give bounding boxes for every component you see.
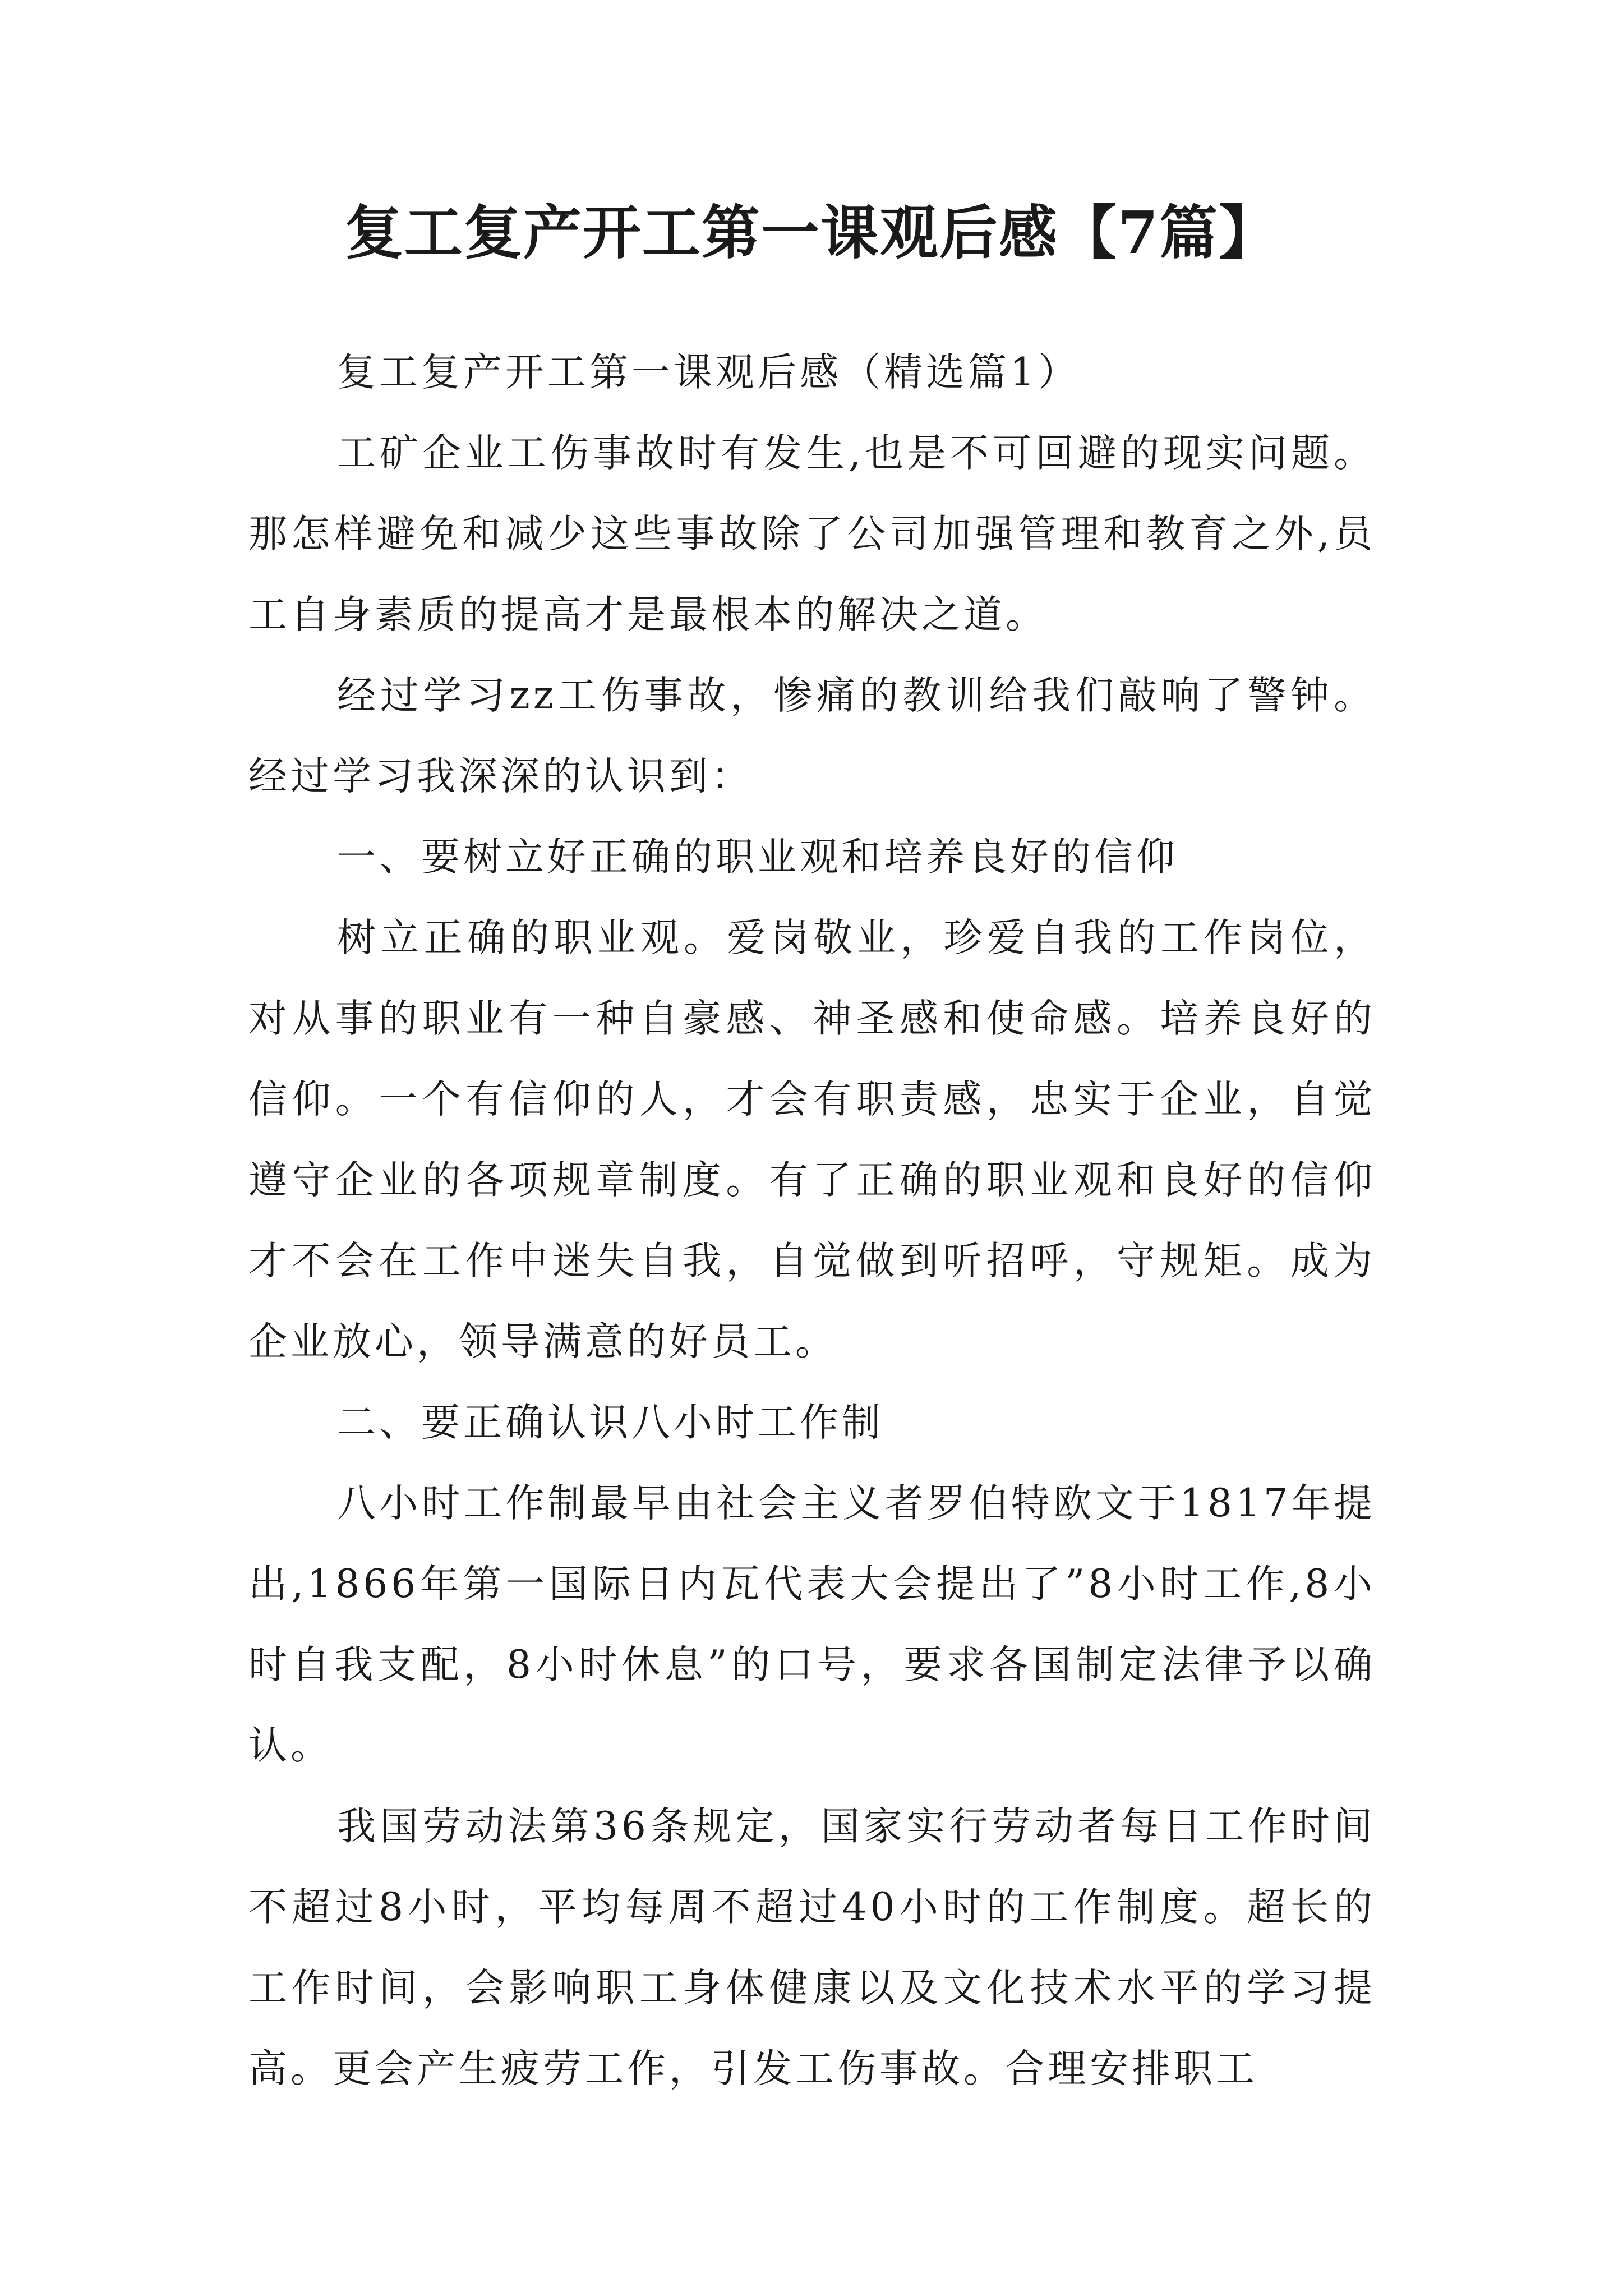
document-body xyxy=(248,332,1376,2109)
paragraph: 树立正确的职业观。爱岗敬业，珍爱自我的工作岗位，对从事的职业有一种自豪感、神圣感和使命感。培养良好的信仰。一个有信仰的人，才会有职责感，忠实于企业，自觉遵守企业的各项规章制度。有了正确的职业观和良好的信仰才不会在工作中迷失自我，自觉做到听招呼，守规矩。成为企业放心，领导满意的好员工。 xyxy=(248,915,1376,1364)
paragraph: 八小时工作制最早由社会主义者罗伯特欧文于1817年提出,1866年第一国际日内瓦代表大会提出了”8小时工作,8小时自我支配，8小时休息”的口号，要求各国制定法律予以确认。 xyxy=(248,1481,1376,1768)
paragraph: 经过学习zz工伤事故，惨痛的教训给我们敲响了警钟。经过学习我深深的认识到： xyxy=(248,673,1376,799)
document-title: 复工复产开工第一课观后感【7篇】 xyxy=(344,198,1279,267)
paragraph: 工矿企业工伤事故时有发生,也是不可回避的现实问题。那怎样避免和减少这些事故除了公司加强管理和教育之外,员工自身素质的提高才是最根本的解决之道。 xyxy=(248,431,1376,637)
subheading: 二、要正确认识八小时工作制 xyxy=(337,1400,884,1445)
subheading: 一、要树立好正确的职业观和培养良好的信仰 xyxy=(337,835,1178,880)
paragraph: 我国劳动法第36条规定，国家实行劳动者每日工作时间不超过8小时，平均每周不超过40小时的工作制度。超长的工作时间，会影响职工身体健康以及文化技术水平的学习提高。更会产生疲劳工作，引发工伤事故。合理安排职工 xyxy=(248,1804,1376,2091)
section-heading: 复工复产开工第一课观后感（精选篇1） xyxy=(337,350,1080,395)
